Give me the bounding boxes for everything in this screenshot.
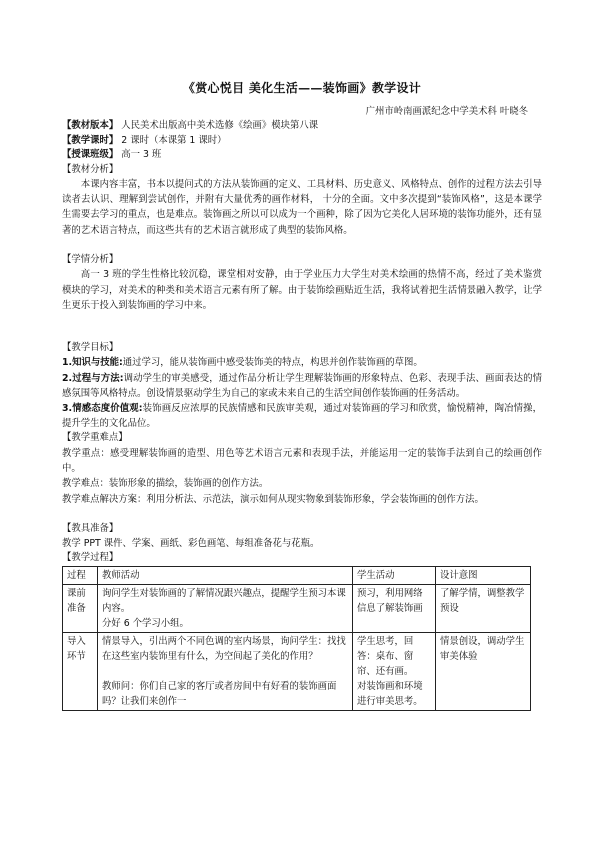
table-cell-teacher: 情景导入，引出两个不同色调的室内场景，询问学生：找找在这些室内装饰里有什么，为空间起了美化的作用？ 教师问：你们自己家的客厅或者房间中有好看的装饰画面吗？让我们来创作一 — [98, 632, 353, 710]
objective-3-label: 3.情感态度价值观: — [62, 403, 143, 415]
table-cell-stage: 导入环节 — [63, 632, 98, 710]
objective-1-text: 通过学习，能从装饰画中感受装饰美的特点，构思并创作装饰画的草图。 — [122, 357, 423, 369]
table-cell-stage: 课前准备 — [63, 584, 98, 632]
key-point-focus: 教学重点：感受理解装饰画的造型、用色等艺术语言元素和表现手法，并能运用一定的装饰手法到自己的绘画创作中。 — [62, 447, 542, 475]
column-header-student: 学生活动 — [353, 566, 436, 584]
textbook-analysis-heading: 【教材分析】 — [62, 163, 119, 175]
objective-2-label: 2.过程与方法: — [62, 372, 124, 384]
table-header-row — [63, 566, 531, 584]
field-textbook-label: 【教材版本】 — [62, 120, 119, 131]
field-class-label: 【授课班级】 — [62, 149, 119, 160]
table-cell-intent: 情景创设，调动学生审美体验 — [436, 632, 531, 710]
key-point-difficulty: 教学难点：装饰形象的描绘，装饰画的创作方法。 — [62, 478, 269, 490]
textbook-analysis-body: 本课内容丰富，书本以提问式的方法从装饰画的定义、工具材料、历史意义、风格特点、创作的过程方法去引导读者去认识、理解到尝试创作，并附有大量优秀的画作材料， 十分的全面。文中多次提到“装饰风格”，这是本课学生需要去学习的重点，也是难点。装饰画之所以可以成为一个画种，除了因为它美化人居环境的装饰功能外，还有显著的艺术语言特点，而这些共有的艺术语言就形成了典型的装饰风格。 — [62, 179, 542, 236]
student-analysis-body: 高一 3 班的学生性格比较沉稳，课堂相对安静，由于学业压力大学生对美术绘画的热情不高，经过了美术鉴赏模块的学习，对美术的种类和美术语言元素有所了解。由于装饰绘画贴近生活，我将试着把生活情景融入教学，让学生更乐于投入到装饰画的学习中来。 — [62, 269, 542, 311]
document-page — [62, 79, 542, 711]
document-title: 《赏心悦目 美化生活——装饰画》教学设计 — [182, 81, 422, 95]
field-textbook — [62, 119, 542, 134]
materials-body: 教学 PPT 课件、学案、画纸、彩色画笔、每组准备花与花瓶。 — [62, 538, 320, 550]
objective-3 — [62, 401, 542, 431]
objective-2 — [62, 371, 542, 401]
column-header-stage: 过程 — [63, 566, 98, 584]
table-row — [63, 632, 531, 710]
table-cell-teacher: 询问学生对装饰画的了解情况跟兴趣点，提醒学生预习本课内容。 分好 6 个学习小组。 — [98, 584, 353, 632]
process-table — [62, 566, 531, 711]
objective-3-text: 装饰画反应浓厚的民族情感和民族审美观，通过对装饰画的学习和欣赏，愉悦精神，陶冶情操，提升学生的文化品位。 — [62, 403, 542, 430]
field-hours-value: 2 课时（本课第 1 课时） — [118, 134, 227, 146]
process-heading: 【教学过程】 — [62, 552, 119, 564]
objective-1-label: 1.知识与技能: — [62, 357, 123, 369]
objective-1 — [62, 355, 542, 370]
field-hours-label: 【教学课时】 — [62, 134, 119, 146]
table-row — [63, 584, 531, 632]
student-analysis-heading: 【学情分析】 — [62, 253, 119, 265]
table-cell-student: 学生思考，回答：桌布、窗帘、还有画。 对装饰画和环境进行审美思考。 — [353, 632, 436, 710]
table-cell-student: 预习，利用网络信息了解装饰画 — [353, 584, 436, 632]
field-hours — [62, 134, 542, 149]
materials-heading: 【教具准备】 — [62, 522, 119, 534]
column-header-teacher: 教师活动 — [98, 566, 353, 584]
column-header-intent: 设计意图 — [436, 566, 531, 584]
author-line: 广州市岭南画派纪念中学美术科 叶晓冬 — [365, 106, 528, 117]
key-points-heading: 【教学重难点】 — [62, 432, 128, 444]
objectives-heading: 【教学目标】 — [62, 341, 119, 353]
field-textbook-value: 人民美术出版高中美术选修《绘画》模块第八课 — [118, 120, 319, 131]
table-cell-intent: 了解学情，调整教学预设 — [436, 584, 531, 632]
field-class — [62, 148, 542, 163]
objective-2-text: 调动学生的审美感受，通过作品分析让学生理解装饰画的形象特点、色彩、表现手法、画面表达的情感氛围等风格特点。创设情景驱动学生为自己的家或未来自己的生活空间创作装饰画的任务活动。 — [62, 372, 542, 399]
key-point-solution: 教学难点解决方案：利用分析法、示范法，演示如何从现实物象到装饰形象，学会装饰画的创作方法。 — [62, 493, 484, 505]
field-class-value: 高一 3 班 — [118, 149, 162, 160]
